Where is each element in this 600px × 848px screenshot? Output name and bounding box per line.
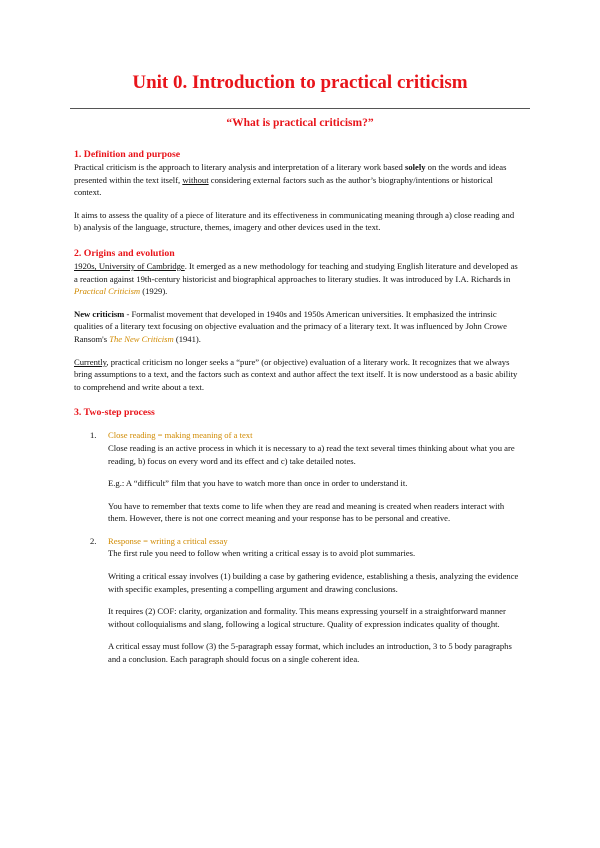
paragraph: 1920s, University of Cambridge. It emerged as a new methodology for teaching and studying English literature and developed as a reaction against 19th-century historicist and biographical approaches to literary studies. It was introduced by I.A. Richards in Practical Criticism (1929). <box>74 260 518 297</box>
paragraph: The first rule you need to follow when writing a critical essay is to avoid plot summaries. <box>108 548 416 559</box>
list-item <box>74 535 520 666</box>
list-item <box>74 429 520 525</box>
paragraph: It requires (2) COF: clarity, organization and formality. This means expressing yourself in a straightforward manner without colloquialisms and slang, following a logical structure. Quality of expression indicates quality of thought. <box>108 606 506 629</box>
book-title: The New Criticism <box>109 333 174 344</box>
paragraph: A critical essay must follow (3) the 5-paragraph essay format, which includes an introduction, 3 to 5 body paragraphs and a conclusion. Each paragraph should focus on a single coherent idea. <box>108 641 512 665</box>
paragraph: Practical criticism is the approach to literary analysis and interpretation of a literary work based solely on the words and ideas presented within the text itself, without considering external factors such as the author’s biography/intentions or historical context. <box>74 162 507 198</box>
paragraph: You have to remember that texts come to life when they are read and meaning is created when readers interact with them. However, there is not one correct meaning and your response has to be personal and creative. <box>108 500 505 524</box>
list-item-heading: Response = writing a critical essay <box>108 535 228 546</box>
emphasis-bold: New criticism <box>74 308 125 319</box>
list-item-heading: Close reading = making meaning of a text <box>108 430 253 441</box>
paragraph: It aims to assess the quality of a piece of literature and its effectiveness in communicating meaning through a) close reading and b) analysis of the language, structure, themes, imagery and other devices used in the text. <box>74 209 515 233</box>
section-heading-process: 3. Two-step process <box>74 407 155 419</box>
document-body <box>74 148 520 666</box>
paragraph: Writing a critical essay involves (1) building a case by gathering evidence, establishing a thesis, analyzing the evidence with specific examples, presenting a compelling argument and drawing conclusions. <box>108 571 519 594</box>
list-number: 2. <box>90 535 97 546</box>
paragraph: Currently, practical criticism no longer seeks a “pure” (or objective) evaluation of a literary work. It recognizes that we always bring assumptions to a text, and the factors such as context and author affect the text itself. It is now understood as a basic ability to comprehend and write about a text. <box>74 356 518 392</box>
title-divider <box>70 108 530 109</box>
book-title: Practical Criticism <box>74 286 141 297</box>
paragraph: E.g.: A “difficult” film that you have to watch more than once in order to understand it. <box>108 478 408 489</box>
emphasis-underline: 1920s, University of Cambridge <box>74 260 185 271</box>
paragraph: Close reading is an active process in which it is necessary to a) read the text several times thinking about what you are reading, b) focus on every word and its effect and c) take detailed notes. <box>108 442 515 466</box>
list-number: 1. <box>90 430 97 441</box>
page-subtitle: “What is practical criticism?” <box>226 117 374 129</box>
section-heading-definition: 1. Definition and purpose <box>74 149 181 160</box>
section-heading-origins: 2. Origins and evolution <box>74 247 175 259</box>
emphasis-underline: Currently <box>74 356 107 367</box>
page-title: Unit 0. Introduction to practical criticism <box>132 72 468 93</box>
emphasis-underline: without <box>182 174 209 185</box>
paragraph: New criticism - Formalist movement that developed in 1940s and 1950s American universities. It emphasized the intrinsic qualities of a literary text focusing on objective evaluation and the primacy of a literary text. It was influenced by John Crowe Ransom's The New Criticism (1941). <box>74 308 507 344</box>
emphasis-bold: solely <box>404 162 426 172</box>
